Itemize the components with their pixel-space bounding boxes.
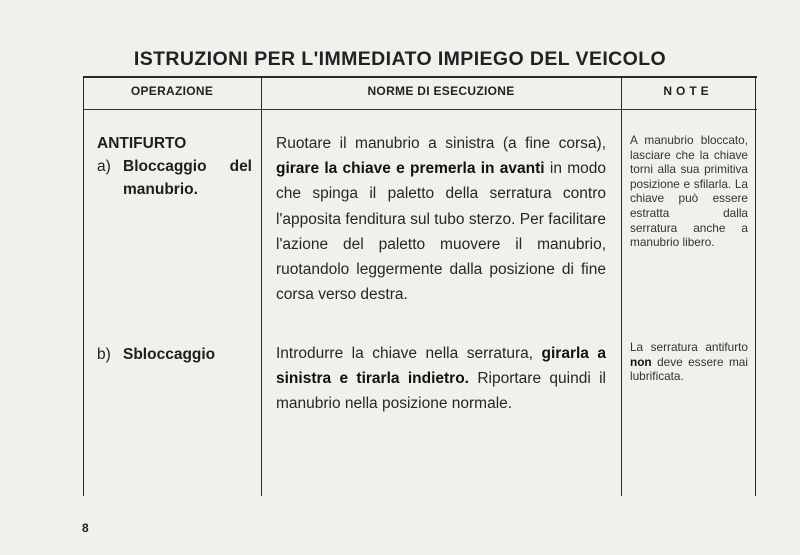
table-row-item — [97, 155, 252, 201]
norm-text-continued: Riportare quindi il manubrio nella posizione normale. — [276, 370, 606, 413]
note-text: La serratura antifurto — [630, 340, 748, 354]
page-title: ISTRUZIONI PER L'IMMEDIATO IMPIEGO DEL VEICOLO — [133, 48, 667, 70]
column-divider-right — [755, 76, 756, 496]
norm-text: Ruotare il manubrio a sinistra (a fine corsa), — [276, 135, 606, 152]
header-notes: NOTE — [663, 84, 713, 98]
header-divider — [83, 109, 757, 110]
note-bold-text: non — [630, 354, 652, 369]
header-norms: NORME DI ESECUZIONE — [367, 84, 515, 98]
norm-text-continued: in modo che spinga il paletto della serratura contro l'apposita fenditura sul tubo sterzo. Per facilitare l'azione del paletto muovere il manubrio, ruotandolo leggermente dalla posizione di fine corsa verso destra. — [276, 160, 607, 304]
norm-bold-text: girare la chiave e premerla in avanti — [276, 160, 545, 178]
row-b-note — [630, 340, 748, 384]
section-title: ANTIFURTO — [97, 135, 187, 152]
column-divider-2 — [621, 76, 622, 496]
item-label: b) — [97, 346, 111, 363]
column-divider-1 — [261, 76, 262, 496]
note-text: A manubrio bloccato, lasciare che la chiave torni alla sua primitiva posizione e sfilarla. La chiave può essere estratta dalla serratura anche a manubrio libero. — [630, 133, 748, 250]
item-label: a) — [97, 158, 111, 175]
operation-text: Sbloccaggio — [123, 346, 216, 363]
table-row-item — [97, 343, 252, 366]
norm-bold-text: girarla a sinistra e tirarla indietro. — [276, 345, 606, 388]
page-number: 8 — [82, 521, 89, 535]
row-b-operation — [97, 343, 252, 366]
table-top-border — [83, 76, 757, 78]
column-divider-left — [83, 76, 84, 496]
note-text-continued: deve essere mai lubrificata. — [630, 354, 748, 384]
row-b-norm — [276, 341, 606, 417]
norm-text: Introdurre la chiave nella serratura, — [276, 345, 542, 362]
header-operation: OPERAZIONE — [130, 84, 214, 98]
operation-text: Bloccaggio del manubrio. — [123, 158, 252, 198]
row-a-note — [630, 133, 748, 250]
row-a-operation — [97, 132, 252, 201]
row-a-norm — [276, 131, 606, 307]
